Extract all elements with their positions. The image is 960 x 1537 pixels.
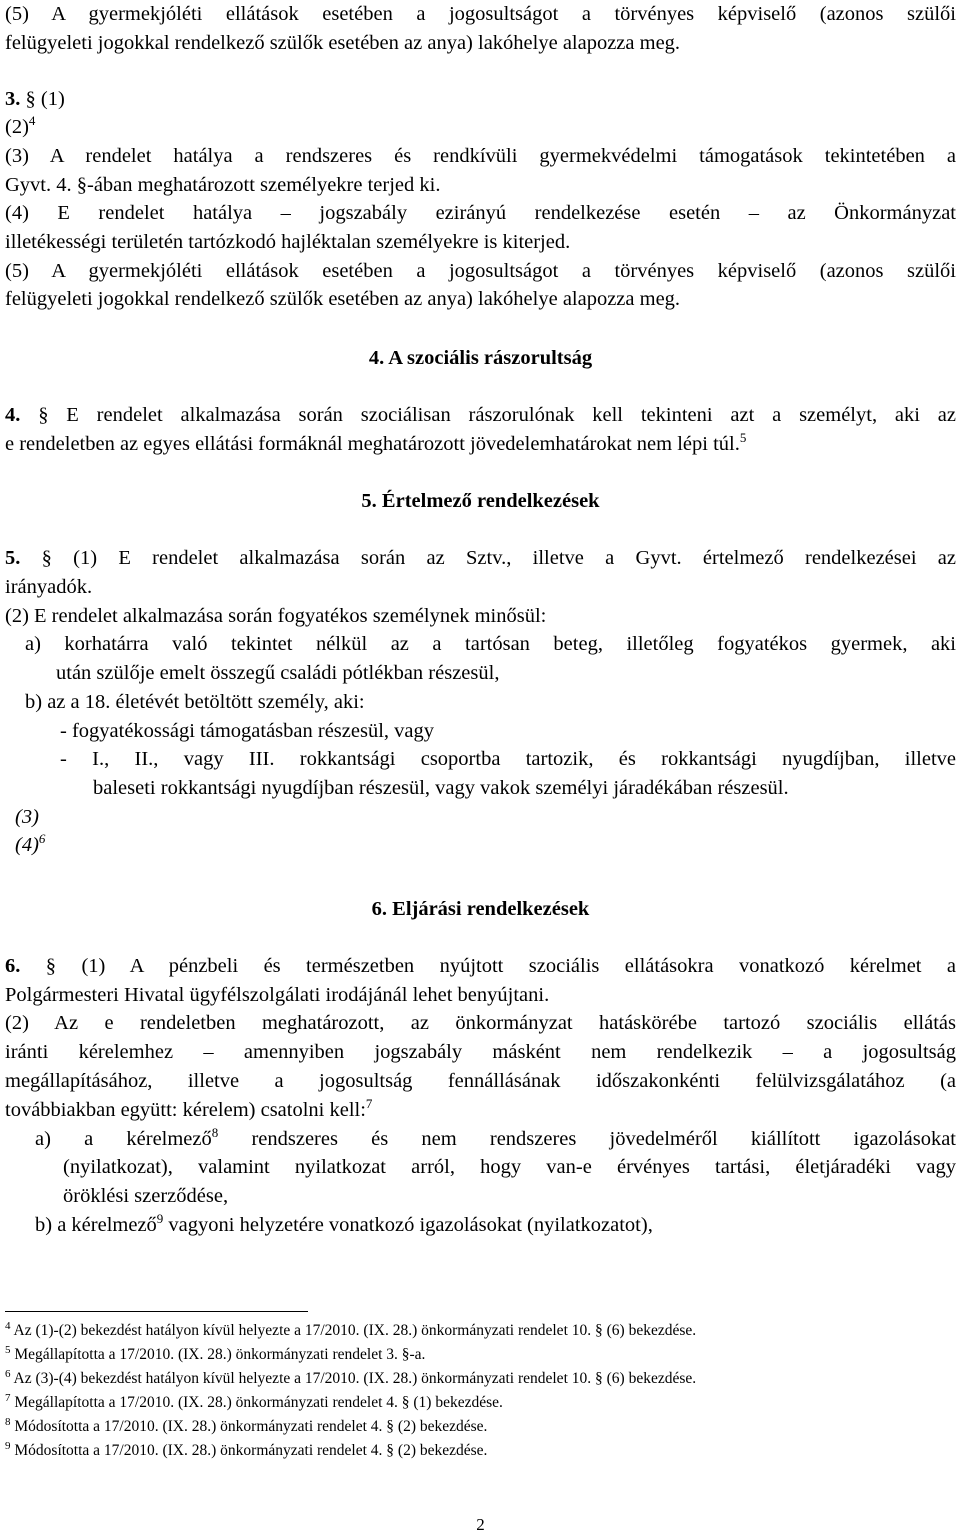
- footnote-ref: 8: [211, 1125, 219, 1141]
- text-line: (5) A gyermekjóléti ellátások esetében a jogosultságot a törvényes képviselő (azonos szülői: [5, 3, 956, 25]
- section-number: 6.: [5, 955, 21, 977]
- footnote: $^5$ Megállapította a 17/2010. (IX. 28.) önkormányzati rendelet 3. §-a.: [5, 1343, 426, 1363]
- text-line: öröklési szerződése,: [63, 1185, 229, 1207]
- footnote-ref: 9: [156, 1211, 164, 1227]
- text-line: Polgármesteri Hivatal ügyfélszolgálati irodájánál lehet benyújtani.: [5, 984, 550, 1006]
- text-line: felügyeleti jogokkal rendelkező szülők esetében az anya) lakóhelye alapozza meg.: [5, 32, 681, 54]
- dash-item: - fogyatékossági támogatásban részesül, vagy: [60, 720, 435, 742]
- text-line: e rendeletben az egyes ellátási formáknál meghatározott jövedelemhatárokat nem lépi túl.$^5$: [5, 430, 747, 455]
- text-line: (3) A rendelet hatálya a rendszeres és rendkívüli gyermekvédelmi támogatások tekintetében a: [5, 145, 956, 167]
- text-line: iránti kérelemhez – amennyiben jogszabály másként nem rendelkezik – a jogosultság: [5, 1041, 956, 1063]
- list-item-b: b) a kérelmező$^9$ vagyoni helyzetére vonatkozó igazolásokat (nyilatkozatot),: [35, 1211, 653, 1236]
- section-number: 5.: [5, 547, 21, 569]
- dash-item: - I., II., vagy III. rokkantsági csoportba tartozik, és rokkantsági nyugdíjban, illetve: [60, 748, 956, 770]
- footnote: $^4$ Az (1)-(2) bekezdést hatályon kívül helyezte a 17/2010. (IX. 28.) önkormányzati rendelet 10. § (6) bekezdése.: [5, 1319, 697, 1339]
- text-line: felügyeleti jogokkal rendelkező szülők esetében az anya) lakóhelye alapozza meg.: [5, 288, 681, 310]
- section-heading: 6. Eljárási rendelkezések: [371, 898, 590, 920]
- footnote-separator: [5, 1311, 308, 1312]
- text-line: irányadók.: [5, 576, 93, 598]
- text-line: 6. § (1) A pénzbeli és természetben nyújtott szociális ellátásokra vonatkozó kérelmet a: [5, 955, 956, 977]
- footnote: $^9$ Módosította a 17/2010. (IX. 28.) önkormányzati rendelet 4. § (2) bekezdése.: [5, 1439, 488, 1459]
- text-line: baleseti rokkantsági nyugdíjban részesül, vagy vakok személyi járadékában részesül.: [93, 777, 789, 799]
- text-line: 5. § (1) E rendelet alkalmazása során az Sztv., illetve a Gyvt. értelmező rendelkezései az: [5, 547, 957, 569]
- footnote-number: 9: [5, 1439, 11, 1452]
- text-line: (4) E rendelet hatálya – jogszabály ezirányú rendelkezése esetén – az Önkormányzat: [5, 202, 956, 224]
- text-line: (5) A gyermekjóléti ellátások esetében a jogosultságot a törvényes képviselő (azonos szülői: [5, 260, 956, 282]
- footnote-ref: 7: [365, 1096, 373, 1112]
- section-heading: 5. Értelmező rendelkezések: [361, 490, 600, 512]
- footnote-number: 4: [5, 1319, 11, 1332]
- list-item-b: b) az a 18. életévét betöltött személy, aki:: [25, 691, 365, 713]
- text-line: illetékességi területén tartózkodó hajléktalan személyekre is kiterjed.: [5, 231, 571, 253]
- footnote: $^7$ Megállapította a 17/2010. (IX. 28.) önkormányzati rendelet 4. § (1) bekezdése.: [5, 1391, 503, 1411]
- text-line: (2) Az e rendeletben meghatározott, az önkormányzat hatáskörébe tartozó szociális ellátás: [5, 1012, 956, 1034]
- footnote: $^6$ Az (3)-(4) bekezdést hatályon kívül helyezte a 17/2010. (IX. 28.) önkormányzati rendelet 10. § (6) bekezdése.: [5, 1367, 697, 1387]
- text-line: 4. § E rendelet alkalmazása során szociálisan rászorulónak kell tekinteni azt a személyt, aki az: [5, 404, 956, 426]
- text-line: továbbiakban együtt: kérelem) csatolni kell:$^7$: [5, 1096, 373, 1121]
- text-line: (2) E rendelet alkalmazása során fogyatékos személynek minősül:: [5, 605, 547, 627]
- text-line: (3): [15, 806, 39, 828]
- section-number: 3.: [5, 88, 21, 110]
- text-line: Gyvt. 4. §-ában meghatározott személyekre terjed ki.: [5, 174, 441, 196]
- section-heading: 4. A szociális rászorultság: [368, 347, 593, 369]
- footnote: $^8$ Módosította a 17/2010. (IX. 28.) önkormányzati rendelet 4. § (2) bekezdése.: [5, 1415, 488, 1435]
- footnote-number: 8: [5, 1415, 11, 1428]
- footnote-ref: 6: [38, 831, 46, 847]
- footnote-number: 5: [5, 1343, 11, 1356]
- footnote-number: 7: [5, 1391, 11, 1404]
- text-line: $(4)^6$: [15, 831, 46, 856]
- list-item-a: a) korhatárra való tekintet nélkül az a tartósan beteg, illetőleg fogyatékos gyermek, aki: [25, 633, 956, 655]
- footnote-ref: 4: [28, 113, 36, 129]
- list-item-a: a) a kérelmező$^8$ rendszeres és nem rendszeres jövedelméről kiállított igazolásokat: [35, 1125, 957, 1150]
- section-number: 4.: [5, 404, 21, 426]
- page-number: 2: [476, 1515, 485, 1534]
- text-line: után szülője emelt összegű családi pótlékban részesül,: [56, 662, 500, 684]
- footnote-number: 6: [5, 1367, 11, 1380]
- section-3-heading-line: 3. § (1): [5, 88, 65, 110]
- text-line: (nyilatkozat), valamint nyilatkozat arról, hogy van-e érvényes tartási, életjáradéki vagy: [63, 1156, 956, 1178]
- document-page: [5, 0, 956, 1537]
- text-line: megállapításához, illetve a jogosultság fennállásának időszakonkénti felülvizsgálatához (a: [5, 1070, 956, 1092]
- footnote-ref: 5: [739, 430, 747, 446]
- text-line: $(2)^4$: [5, 113, 36, 138]
